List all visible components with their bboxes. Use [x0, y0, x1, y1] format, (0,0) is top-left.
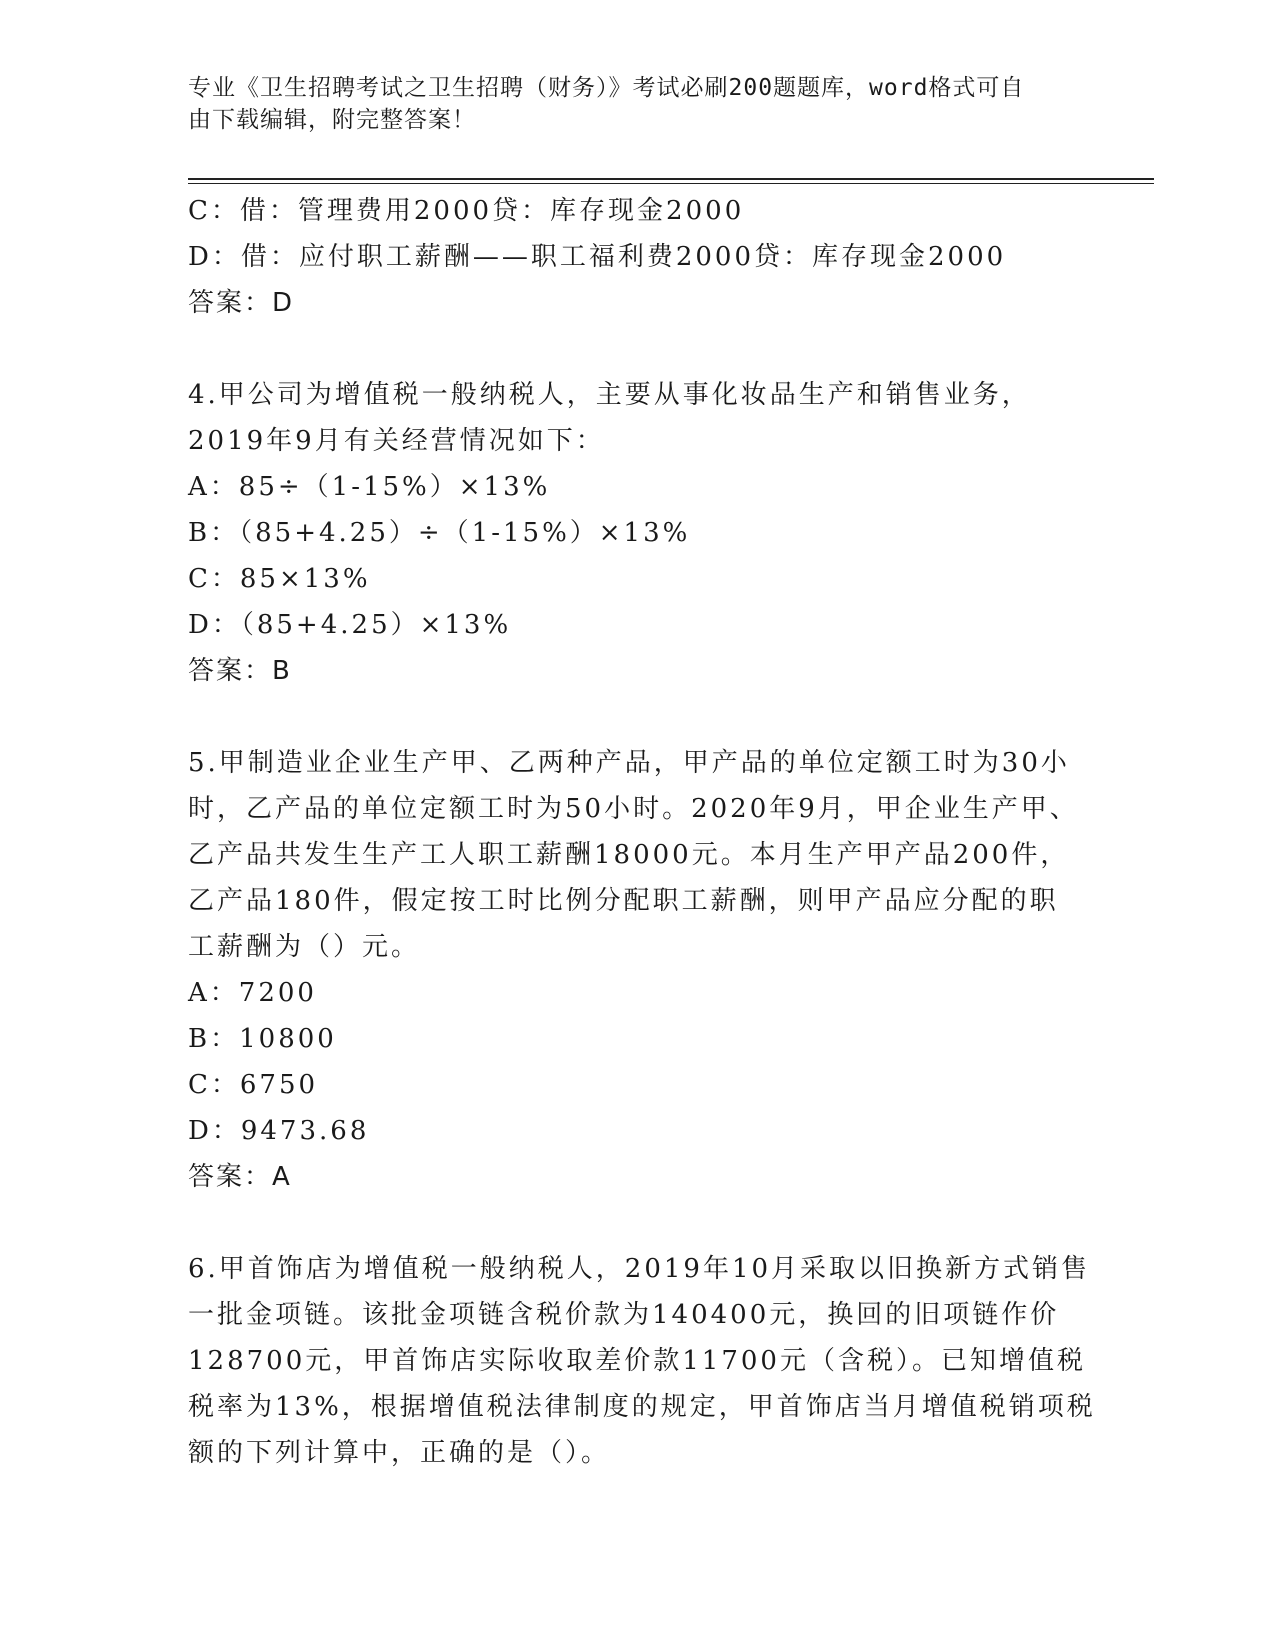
spacer [188, 694, 1108, 740]
q4-stem-line-1: 4.甲公司为增值税一般纳税人，主要从事化妆品生产和销售业务， [188, 380, 1031, 410]
q6-stem-line-3: 128700元，甲首饰店实际收取差价款11700元（含税）。已知增值税 [188, 1346, 1086, 1376]
q6-stem-line-1: 6.甲首饰店为增值税一般纳税人，2019年10月采取以旧换新方式销售 [188, 1254, 1091, 1284]
header-divider-thick [188, 178, 1154, 180]
q4-answer: 答案：B [188, 656, 292, 686]
document-body [188, 188, 1108, 1476]
q5-option-b: B：10800 [188, 1024, 337, 1054]
q3-answer: 答案：D [188, 288, 295, 318]
header-line-2: 由下载编辑，附完整答案！ [188, 107, 476, 133]
header-divider-thin [188, 183, 1154, 184]
q6-stem-line-4: 税率为13%，根据增值税法律制度的规定，甲首饰店当月增值税销项税 [188, 1392, 1096, 1422]
q5-answer: 答案：A [188, 1162, 292, 1192]
q4-option-d: D：（85+4.25）×13% [188, 610, 512, 640]
q5-stem-line-3: 乙产品共发生生产工人职工薪酬18000元。本月生产甲产品200件， [188, 840, 1070, 870]
header-line-1: 专业《卫生招聘考试之卫生招聘（财务）》考试必刷200题题库，word格式可自 [188, 75, 1025, 101]
q3-option-c: C：借：管理费用2000贷：库存现金2000 [188, 196, 745, 226]
document-header [188, 72, 1068, 136]
q6-stem-line-5: 额的下列计算中，正确的是（）。 [188, 1438, 611, 1468]
q5-stem-line-4: 乙产品180件，假定按工时比例分配职工薪酬，则甲产品应分配的职 [188, 886, 1059, 916]
spacer [188, 326, 1108, 372]
q5-option-a: A：7200 [188, 978, 317, 1008]
q5-option-c: C：6750 [188, 1070, 319, 1100]
q5-stem-line-2: 时，乙产品的单位定额工时为50小时。2020年9月，甲企业生产甲、 [188, 794, 1079, 824]
q5-option-d: D：9473.68 [188, 1116, 370, 1146]
q5-stem-line-5: 工薪酬为（）元。 [188, 932, 421, 962]
spacer [188, 1200, 1108, 1246]
q4-option-a: A：85÷（1-15%）×13% [188, 472, 551, 502]
q6-stem-line-2: 一批金项链。该批金项链含税价款为140400元，换回的旧项链作价 [188, 1300, 1060, 1330]
q5-stem-line-1: 5.甲制造业企业生产甲、乙两种产品，甲产品的单位定额工时为30小 [188, 748, 1070, 778]
q3-option-d: D：借：应付职工薪酬——职工福利费2000贷：库存现金2000 [188, 242, 1007, 272]
q4-stem-line-2: 2019年9月有关经营情况如下： [188, 426, 605, 456]
q4-option-b: B：（85+4.25）÷（1-15%）×13% [188, 518, 691, 548]
q4-option-c: C：85×13% [188, 564, 371, 594]
